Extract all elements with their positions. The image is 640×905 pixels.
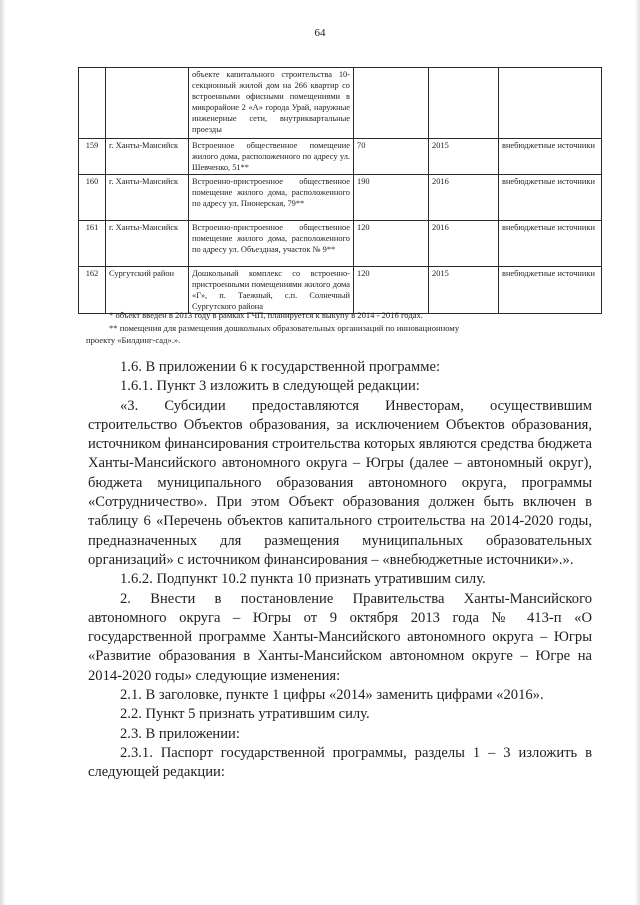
row-object: Встроенно-пристроенное общественное помещение жилого дома, расположенного по адресу ул. Объездная, участок № 9** <box>189 221 354 267</box>
footnote-single-asterisk: * объект введен в 2013 году в рамках ГЧП, планируется к выкупу в 2014 - 2016 годах. <box>109 310 423 320</box>
table-row <box>79 139 602 175</box>
row-source: внебюджетные источники <box>499 267 602 314</box>
row-number <box>79 68 106 139</box>
scan-edge-right <box>635 0 640 905</box>
table-row <box>79 68 602 139</box>
table-row <box>79 221 602 267</box>
row-year: 2015 <box>429 267 499 314</box>
page-number: 64 <box>314 27 326 39</box>
row-capacity <box>354 68 429 139</box>
scan-edge-left <box>0 0 6 905</box>
row-location: Сургутский район <box>106 267 189 314</box>
row-source: внебюджетные источники <box>499 221 602 267</box>
paragraph-1-6: 1.6. В приложении 6 к государственной программе: <box>120 359 441 375</box>
footnote-double-asterisk-continued: проекту «Билдинг-сад».». <box>86 335 181 345</box>
row-year: 2016 <box>429 175 499 221</box>
row-source: внебюджетные источники <box>499 175 602 221</box>
row-object: Встроенно-пристроенное общественное помещение жилого дома, расположенного по адресу ул. Пионерская, 79** <box>189 175 354 221</box>
paragraph-clause-3: «3. Субсидии предоставляются Инвесторам, осуществившим строительство Объектов образования, за исключением Объектов образования, источником финансирования строительства которых являются средства бюджета Ханты-Мансийского автономного округа – Югры (далее – автономный округ), бюджета муниципального образования автономного округа, программы «Сотрудничество». При этом Объект образования должен быть включен в таблицу 6 «Перечень объектов капитального строительства на 2014-2020 годы, предназначенных для размещения муниципальных образовательных организаций» с источником финансирования – «внебюджетные источники».». <box>88 397 592 568</box>
table-row <box>79 267 602 314</box>
paragraph-2-3: 2.3. В приложении: <box>120 725 240 742</box>
paragraph-1-6-2: 1.6.2. Подпункт 10.2 пункта 10 признать утратившим силу. <box>120 571 486 588</box>
row-capacity: 120 <box>354 221 429 267</box>
row-number: 160 <box>79 175 106 221</box>
paragraph-2-2: 2.2. Пункт 5 признать утратившим силу. <box>120 706 370 723</box>
row-source <box>499 68 602 139</box>
row-capacity: 70 <box>354 139 429 175</box>
row-source: внебюджетные источники <box>499 139 602 175</box>
row-location: г. Ханты-Мансийск <box>106 139 189 175</box>
row-capacity: 120 <box>354 267 429 314</box>
paragraph-1-6-1: 1.6.1. Пункт 3 изложить в следующей редакции: <box>120 378 420 395</box>
table-row <box>79 175 602 221</box>
paragraph-2: 2. Внести в постановление Правительства Ханты-Мансийского автономного округа – Югры от 9 октября 2013 года № 413-п «О государственной программе Ханты-Мансийского автономного округа – Югры «Развитие образования в Ханты-Мансийском автономном округе – Югре на 2014-2020 годы» следующие изменения: <box>88 590 592 684</box>
row-number: 159 <box>79 139 106 175</box>
row-location: г. Ханты-Мансийск <box>106 221 189 267</box>
paragraph-2-1: 2.1. В заголовке, пункте 1 цифры «2014» заменить цифрами «2016». <box>120 687 544 704</box>
body-text <box>88 358 592 783</box>
row-object: Дошкольный комплекс со встроенно-пристроенными помещениями жилого дома «Г», п. Таежный, с.п. Солнечный Сургутского района <box>189 267 354 314</box>
objects-table <box>78 67 602 314</box>
row-object: Встроенное общественное помещение жилого дома, расположенного по адресу ул. Шевченко, 51** <box>189 139 354 175</box>
row-capacity: 190 <box>354 175 429 221</box>
paragraph-2-3-1: 2.3.1. Паспорт государственной программы, разделы 1 – 3 изложить в следующей редакции: <box>88 744 592 781</box>
row-object: объекте капитального строительства 10-секционный жилой дом на 266 квартир со встроенными офисными помещениями в микрорайоне 2 «А» города Урай, наружные инженерные сети, внутриквартальные проезды <box>189 68 354 139</box>
row-year: 2016 <box>429 221 499 267</box>
footnote-double-asterisk: ** помещения для размещения дошкольных образовательных организаций по инновационному <box>109 323 460 333</box>
row-year <box>429 68 499 139</box>
row-year: 2015 <box>429 139 499 175</box>
row-location <box>106 68 189 139</box>
row-number: 161 <box>79 221 106 267</box>
row-location: г. Ханты-Мансийск <box>106 175 189 221</box>
row-number: 162 <box>79 267 106 314</box>
